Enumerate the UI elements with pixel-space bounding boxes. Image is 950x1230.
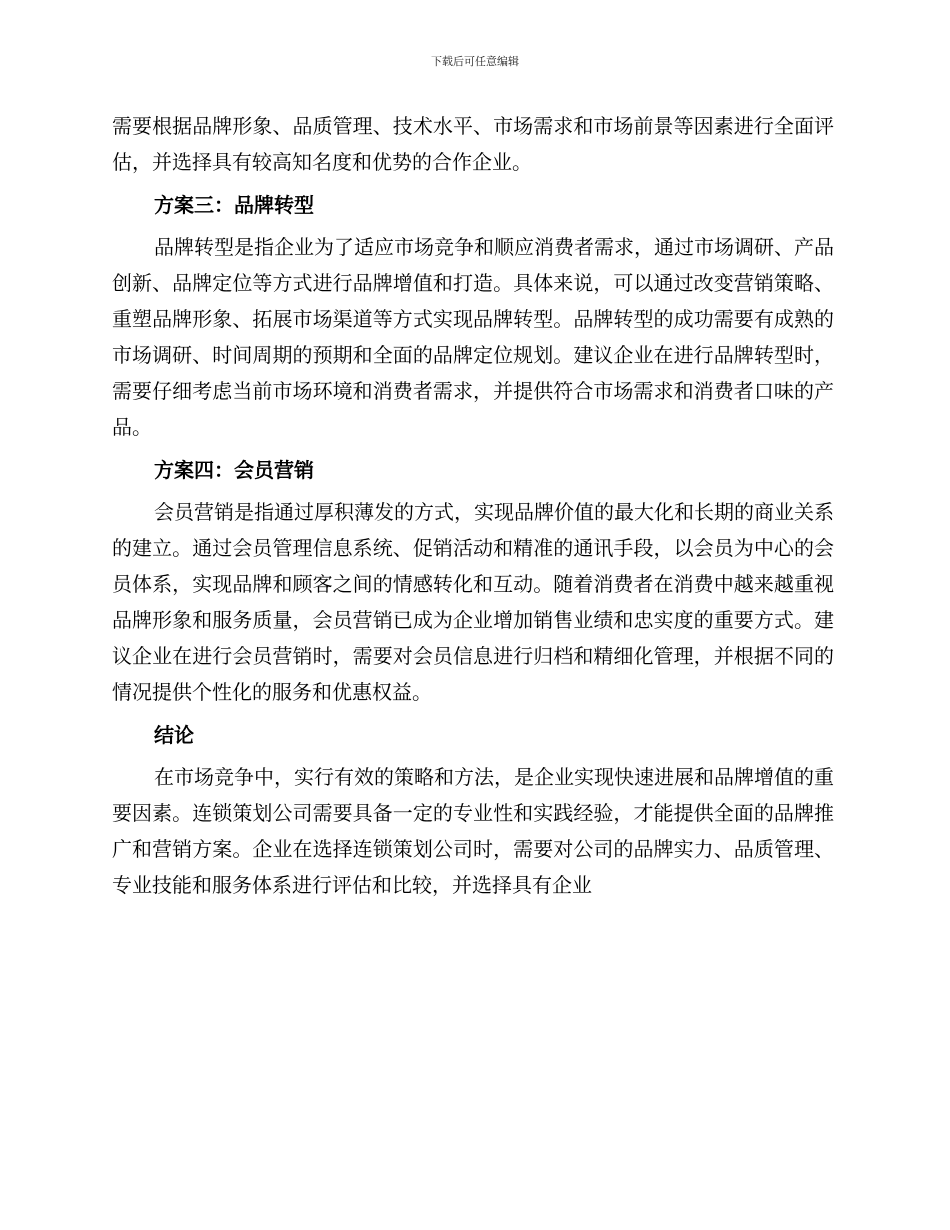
heading-plan-four: 方案四：会员营销: [154, 458, 314, 482]
paragraph-continued: 需要根据品牌形象、品质管理、技术水平、市场需求和市场前景等因素进行全面评估，并选择具有较高知名度和优势的合作企业。: [112, 114, 834, 174]
paragraph-brand-transformation: 品牌转型是指企业为了适应市场竞争和顺应消费者需求，通过市场调研、产品创新、品牌定位等方式进行品牌增值和打造。具体来说，可以通过改变营销策略、重塑品牌形象、拓展市场渠道等方式实现品牌转型。品牌转型的成功需要有成熟的市场调研、时间周期的预期和全面的品牌定位规划。建议企业在进行品牌转型时，需要仔细考虑当前市场环境和消费者需求，并提供符合市场需求和消费者口味的产品。: [112, 235, 834, 439]
document-body: [112, 108, 834, 903]
heading-plan-three: 方案三：品牌转型: [154, 193, 314, 217]
paragraph-conclusion: 在市场竞争中，实行有效的策略和方法，是企业实现快速进展和品牌增值的重要因素。连锁策划公司需要具备一定的专业性和实践经验，才能提供全面的品牌推广和营销方案。企业在选择连锁策划公司时，需要对公司的品牌实力、品质管理、专业技能和服务体系进行评估和比较，并选择具有企业: [112, 765, 834, 897]
paragraph-member-marketing: 会员营销是指通过厚积薄发的方式，实现品牌价值的最大化和长期的商业关系的建立。通过会员管理信息系统、促销活动和精准的通讯手段，以会员为中心的会员体系，实现品牌和顾客之间的情感转化和互动。随着消费者在消费中越来越重视品牌形象和服务质量，会员营销已成为企业增加销售业绩和忠实度的重要方式。建议企业在进行会员营销时，需要对会员信息进行归档和精细化管理，并根据不同的情况提供个性化的服务和优惠权益。: [112, 500, 834, 704]
page-header: 下载后可任意编辑: [431, 55, 519, 68]
heading-conclusion: 结论: [154, 723, 194, 747]
